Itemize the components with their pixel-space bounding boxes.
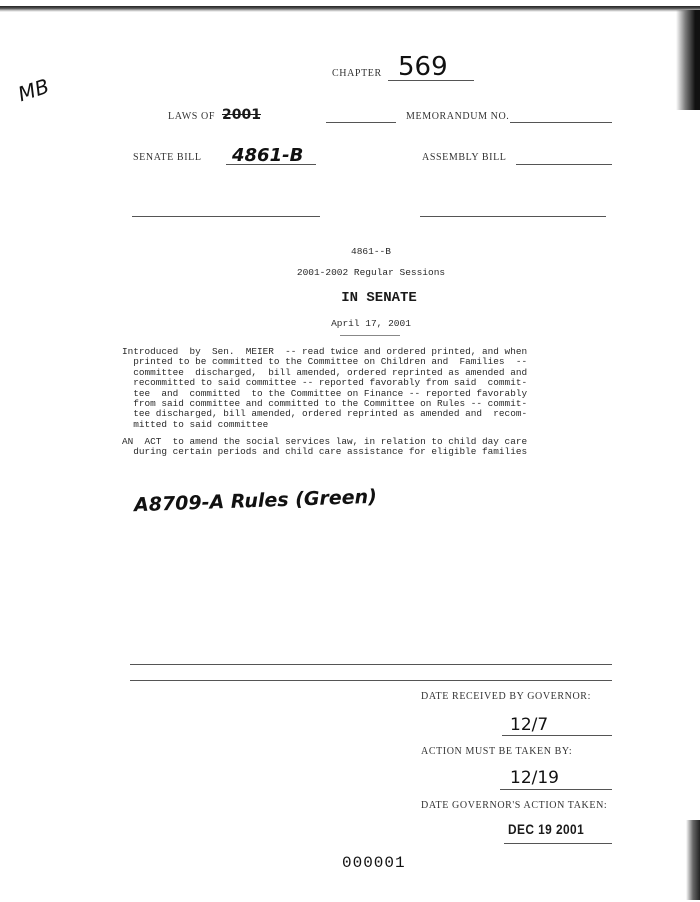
senate-bill-line	[226, 164, 316, 165]
divider-line-1	[130, 664, 612, 665]
session-line: 2001-2002 Regular Sessions	[296, 267, 446, 278]
handwritten-initials: MB	[15, 73, 52, 107]
blank-line-left	[132, 216, 320, 217]
senate-bill-label: SENATE BILL	[133, 152, 202, 163]
action-by-label: ACTION MUST BE TAKEN BY:	[421, 746, 573, 757]
assembly-bill-line	[516, 164, 612, 165]
chapter-label: CHAPTER	[332, 68, 382, 79]
intro-line: from said committee and committed to the Committee on Rules -- commit-	[122, 398, 528, 410]
act-line: during certain periods and child care assistance for eligible families	[122, 446, 528, 458]
bill-date: April 17, 2001	[331, 318, 411, 329]
act-line: AN ACT to amend the social services law, in relation to child day care	[122, 436, 528, 447]
action-taken-stamp: DEC 19 2001	[508, 821, 585, 837]
date-rule	[340, 335, 400, 336]
action-taken-label: DATE GOVERNOR'S ACTION TAKEN:	[421, 800, 608, 811]
assembly-bill-label: ASSEMBLY BILL	[422, 152, 507, 163]
chamber-heading: IN SENATE	[341, 290, 417, 306]
date-received-line	[502, 735, 612, 736]
laws-of-year: 2001	[222, 107, 261, 123]
date-received-value: 12/7	[510, 715, 549, 735]
scan-edge-top	[0, 6, 700, 12]
action-taken-line	[504, 843, 612, 844]
page-number: 000001	[342, 854, 406, 872]
scan-edge-right	[676, 10, 700, 110]
date-received-label: DATE RECEIVED BY GOVERNOR:	[421, 691, 591, 702]
chapter-underline	[388, 80, 474, 81]
introduction-paragraph	[122, 347, 527, 430]
intro-line: mitted to said committee	[122, 418, 269, 430]
action-by-line	[500, 789, 612, 790]
memorandum-line	[510, 122, 612, 123]
intro-line: committee discharged, bill amended, ordered reprinted as amended and	[122, 366, 528, 378]
memorandum-label: MEMORANDUM NO.	[406, 111, 510, 122]
divider-line-2	[130, 680, 612, 681]
chapter-number: 569	[398, 52, 448, 82]
action-by-value: 12/19	[510, 768, 559, 788]
act-title	[122, 437, 527, 458]
intro-line: tee discharged, bill amended, ordered reprinted as amended and recom-	[122, 408, 528, 420]
bill-number: 4861--B	[351, 246, 391, 257]
intro-line: Introduced by Sen. MEIER -- read twice and ordered printed, and when	[122, 346, 528, 357]
scan-edge-right-lower	[686, 820, 700, 900]
laws-of-line	[326, 122, 396, 123]
intro-line: printed to be committed to the Committee on Children and Families --	[122, 356, 528, 368]
intro-line: tee and committed to the Committee on Finance -- reported favorably	[122, 387, 528, 399]
laws-of-label: LAWS OF	[168, 111, 216, 122]
intro-line: recommitted to said committee -- reported favorably from said commit-	[122, 377, 528, 389]
blank-line-right	[420, 216, 606, 217]
handwritten-assembly-note: A8709-A Rules (Green)	[133, 485, 378, 517]
senate-bill-number: 4861-B	[232, 145, 304, 166]
